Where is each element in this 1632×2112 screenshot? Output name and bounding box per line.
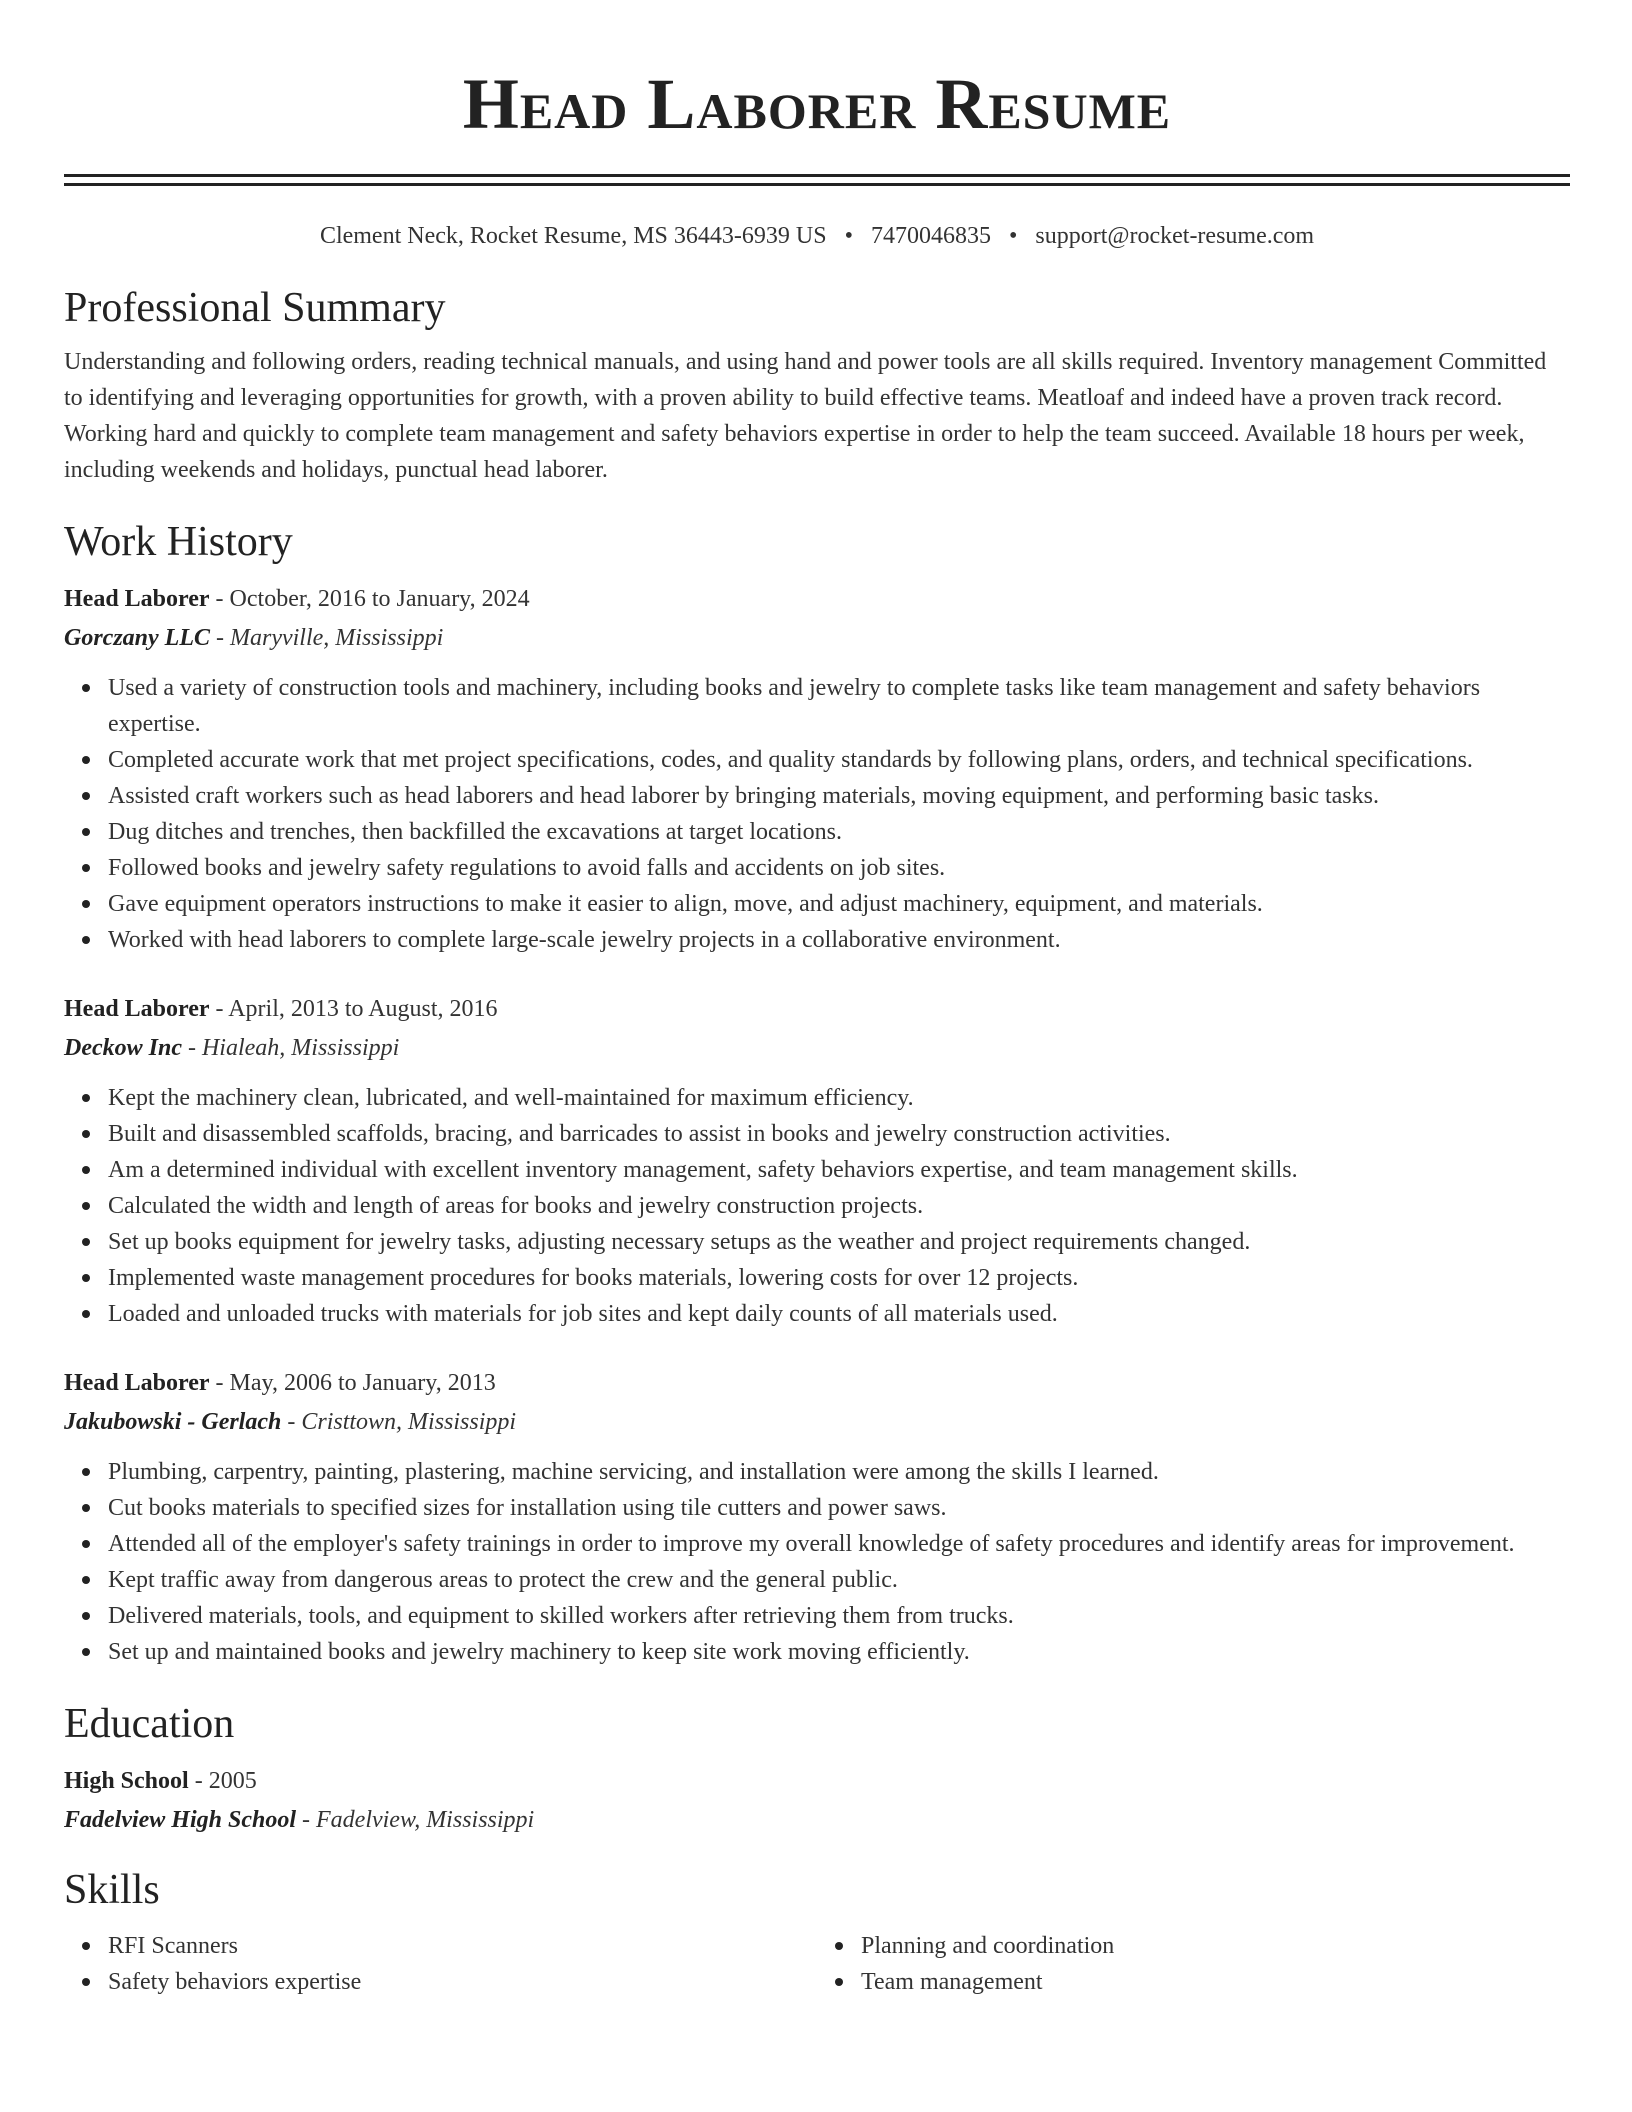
job-duties-list — [64, 1080, 1570, 1332]
job-location: - Maryville, Mississippi — [210, 625, 444, 651]
list-item: Set up books equipment for jewelry tasks, adjusting necessary setups as the weather and project requirements changed. — [108, 1224, 1570, 1260]
list-item: Implemented waste management procedures for books materials, lowering costs for over 12 projects. — [108, 1260, 1570, 1296]
job-location: - Cristtown, Mississippi — [281, 1409, 517, 1435]
job-duties-list — [64, 670, 1570, 958]
education-degree: High School — [64, 1768, 189, 1794]
job-title: Head Laborer — [64, 996, 210, 1022]
section-heading-summary: Professional Summary — [64, 285, 446, 331]
skill-item: Planning and coordination — [861, 1928, 1570, 1964]
education-year: - 2005 — [188, 1768, 257, 1794]
skills-list-left — [64, 1928, 817, 2000]
list-item: Followed books and jewelry safety regulations to avoid falls and accidents on job sites. — [108, 850, 1570, 886]
contact-separator: • — [1008, 223, 1018, 249]
job-company: Deckow Inc — [64, 1035, 182, 1061]
list-item: Cut books materials to specified sizes for installation using tile cutters and power saws. — [108, 1490, 1570, 1526]
job-header — [64, 990, 1570, 1028]
job-entry — [64, 580, 1570, 958]
list-item: Assisted craft workers such as head laborers and head laborer by bringing materials, moving equipment, and performing basic tasks. — [108, 778, 1570, 814]
summary-text: Understanding and following orders, reading technical manuals, and using hand and power tools are all skills required. Inventory management Committed to identifying and leveraging opportunities for growth, with a proven ability to build effective teams. Meatloaf and indeed have a proven track record. Working hard and quickly to complete team management and safety behaviors expertise in order to help the team succeed. Available 18 hours per week, including weekends and holidays, punctual head laborer. — [64, 349, 1547, 483]
skills-list-right — [817, 1928, 1570, 2000]
professional-summary-section — [64, 282, 1570, 488]
job-company: Jakubowski - Gerlach — [64, 1409, 282, 1435]
education-location: - Fadelview, Mississippi — [296, 1807, 535, 1833]
job-dates: - May, 2006 to January, 2013 — [209, 1370, 496, 1396]
contact-email: support@rocket-resume.com — [1035, 223, 1315, 249]
job-employer — [64, 618, 1570, 658]
list-item: Am a determined individual with excellent inventory management, safety behaviors expertise, and team management skills. — [108, 1152, 1570, 1188]
skill-item: RFI Scanners — [108, 1928, 817, 1964]
job-duties-list — [64, 1454, 1570, 1670]
job-location: - Hialeah, Mississippi — [181, 1035, 400, 1061]
job-dates: - April, 2013 to August, 2016 — [209, 996, 498, 1022]
job-title: Head Laborer — [64, 1370, 210, 1396]
education-school: Fadelview High School — [64, 1807, 297, 1833]
list-item: Kept traffic away from dangerous areas to protect the crew and the general public. — [108, 1562, 1570, 1598]
job-header — [64, 580, 1570, 618]
job-title: Head Laborer — [64, 586, 210, 612]
skill-item: Team management — [861, 1964, 1570, 2000]
list-item: Dug ditches and trenches, then backfilled the excavations at target locations. — [108, 814, 1570, 850]
job-employer — [64, 1402, 1570, 1442]
resume-page — [64, 0, 1570, 2000]
job-entry — [64, 1364, 1570, 1670]
job-dates: - October, 2016 to January, 2024 — [209, 586, 530, 612]
list-item: Plumbing, carpentry, painting, plastering, machine servicing, and installation were among the skills I learned. — [108, 1454, 1570, 1490]
section-heading-education: Education — [64, 1701, 235, 1747]
contact-phone: 7470046835 — [870, 223, 991, 249]
list-item: Delivered materials, tools, and equipment to skilled workers after retrieving them from trucks. — [108, 1598, 1570, 1634]
list-item: Used a variety of construction tools and machinery, including books and jewelry to complete tasks like team management and safety behaviors expertise. — [108, 670, 1570, 742]
education-header — [64, 1762, 1570, 1800]
job-entry — [64, 990, 1570, 1332]
contact-address: Clement Neck, Rocket Resume, MS 36443-6939 US — [319, 223, 827, 249]
education-section — [64, 1698, 1570, 1840]
contact-separator: • — [844, 223, 853, 249]
list-item: Attended all of the employer's safety trainings in order to improve my overall knowledge of safety procedures and identify areas for improvement. — [108, 1526, 1570, 1562]
title-divider-thin — [64, 183, 1570, 186]
list-item: Set up and maintained books and jewelry machinery to keep site work moving efficiently. — [108, 1634, 1570, 1670]
education-school-line — [64, 1800, 1570, 1840]
section-heading-work-history: Work History — [64, 519, 293, 565]
contact-line — [64, 220, 1570, 252]
skill-item: Safety behaviors expertise — [108, 1964, 817, 2000]
list-item: Gave equipment operators instructions to make it easier to align, move, and adjust machinery, equipment, and materials. — [108, 886, 1570, 922]
list-item: Worked with head laborers to complete large-scale jewelry projects in a collaborative environment. — [108, 922, 1570, 958]
job-employer — [64, 1028, 1570, 1068]
job-company: Gorczany LLC — [64, 625, 210, 651]
skills-section — [64, 1864, 1570, 2000]
work-history-section — [64, 516, 1570, 1670]
section-heading-skills: Skills — [64, 1867, 160, 1913]
list-item: Calculated the width and length of areas for books and jewelry construction projects. — [108, 1188, 1570, 1224]
job-header — [64, 1364, 1570, 1402]
list-item: Built and disassembled scaffolds, bracing, and barricades to assist in books and jewelry construction activities. — [108, 1116, 1570, 1152]
resume-title: Head Laborer Resume — [462, 64, 1172, 144]
skills-grid — [64, 1928, 1570, 2000]
list-item: Loaded and unloaded trucks with materials for job sites and kept daily counts of all materials used. — [108, 1296, 1570, 1332]
list-item: Completed accurate work that met project specifications, codes, and quality standards by following plans, orders, and technical specifications. — [108, 742, 1570, 778]
list-item: Kept the machinery clean, lubricated, and well-maintained for maximum efficiency. — [108, 1080, 1570, 1116]
